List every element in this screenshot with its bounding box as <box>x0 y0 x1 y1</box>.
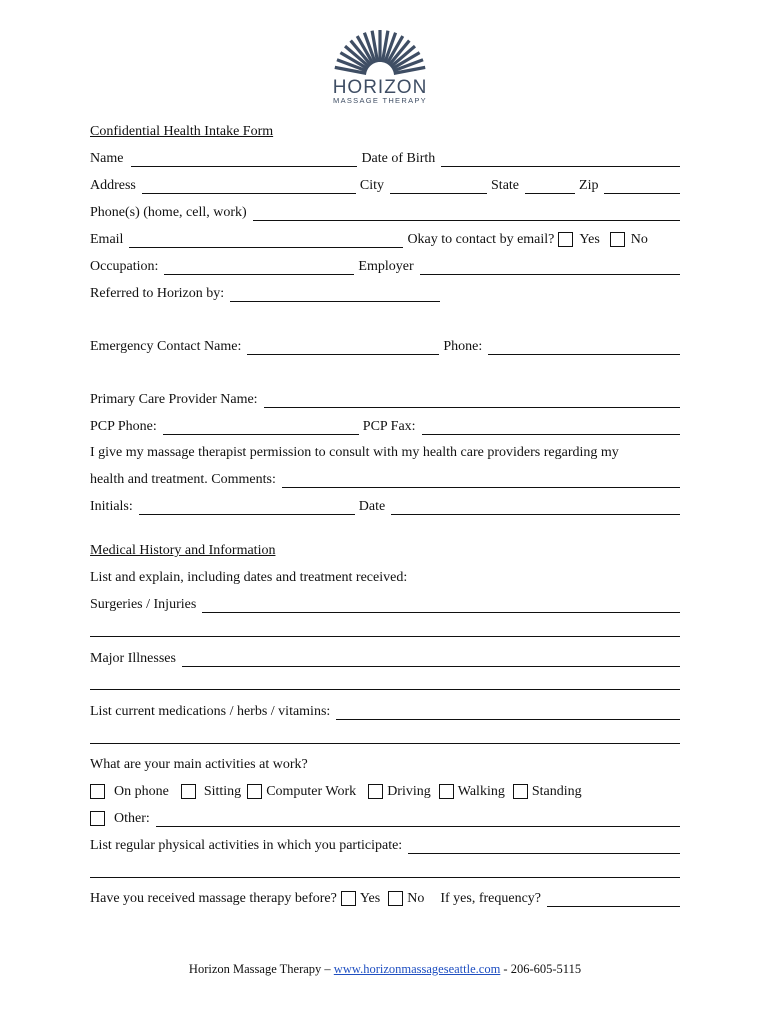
walking-checkbox[interactable] <box>439 784 454 799</box>
pcp-contact-row <box>90 415 680 435</box>
footer <box>0 962 770 977</box>
employer-label: Employer <box>358 259 414 274</box>
activities-row <box>90 780 680 800</box>
city-label: City <box>359 178 385 193</box>
emergency-phone-field[interactable] <box>488 341 680 355</box>
pcp-phone-label: PCP Phone: <box>90 419 157 434</box>
illnesses-label: Major Illnesses <box>90 651 176 666</box>
horizon-logo <box>325 28 435 104</box>
medications-field[interactable] <box>336 706 680 720</box>
massage-no-checkbox[interactable] <box>388 891 403 906</box>
email-label: Email <box>90 232 124 247</box>
on-phone-label: On phone <box>114 784 169 799</box>
name-field[interactable] <box>131 153 357 167</box>
on-phone-checkbox[interactable] <box>90 784 105 799</box>
pcp-name-field[interactable] <box>264 394 680 408</box>
other-label: Other: <box>114 811 150 826</box>
email-field[interactable] <box>129 234 403 248</box>
pcp-fax-field[interactable] <box>422 421 680 435</box>
name-label: Name <box>90 151 124 166</box>
frequency-field[interactable] <box>547 893 680 907</box>
phones-row <box>90 201 680 221</box>
medications-field-extra[interactable] <box>90 743 680 744</box>
initials-row <box>90 495 680 515</box>
activities-question: What are your main activities at work? <box>90 757 308 772</box>
sunrise-icon <box>325 28 435 80</box>
medications-row <box>90 700 680 720</box>
dob-label: Date of Birth <box>361 151 436 166</box>
surgeries-row <box>90 593 680 613</box>
illnesses-field[interactable] <box>182 653 680 667</box>
phones-label: Phone(s) (home, cell, work) <box>90 205 247 220</box>
medications-label: List current medications / herbs / vitamins: <box>90 704 331 719</box>
phones-field[interactable] <box>253 207 680 221</box>
emergency-phone-label: Phone: <box>443 339 483 354</box>
employer-field[interactable] <box>420 261 680 275</box>
medical-instructions: List and explain, including dates and treatment received: <box>90 570 408 585</box>
date-label: Date <box>358 499 386 514</box>
massage-before-label: Have you received massage therapy before? <box>90 891 337 906</box>
activities-question-row <box>90 753 680 773</box>
other-checkbox[interactable] <box>90 811 105 826</box>
standing-checkbox[interactable] <box>513 784 528 799</box>
other-row <box>90 807 680 827</box>
occupation-row <box>90 255 680 275</box>
email-yes-checkbox[interactable] <box>558 232 573 247</box>
address-label: Address <box>90 178 136 193</box>
okay-contact-label: Okay to contact by email? <box>407 232 555 247</box>
pcp-fax-label: PCP Fax: <box>362 419 416 434</box>
address-row <box>90 174 680 194</box>
illnesses-field-extra[interactable] <box>90 689 680 690</box>
email-row <box>90 228 680 248</box>
consent-row-2 <box>90 468 680 488</box>
driving-label: Driving <box>387 784 431 799</box>
pcp-name-label: Primary Care Provider Name: <box>90 392 258 407</box>
email-no-label: No <box>630 232 648 247</box>
medical-title-row <box>90 539 680 559</box>
illnesses-row <box>90 647 680 667</box>
dob-field[interactable] <box>441 153 680 167</box>
computer-work-checkbox[interactable] <box>247 784 262 799</box>
email-yes-label: Yes <box>579 232 600 247</box>
medical-title: Medical History and Information <box>90 543 276 558</box>
name-row <box>90 147 680 167</box>
initials-field[interactable] <box>139 501 355 515</box>
referred-field[interactable] <box>230 288 440 302</box>
medical-instructions-row <box>90 566 680 586</box>
city-field[interactable] <box>390 180 487 194</box>
comments-field[interactable] <box>282 474 680 488</box>
pcp-name-row <box>90 388 680 408</box>
zip-field[interactable] <box>604 180 680 194</box>
emergency-row <box>90 335 680 355</box>
sitting-checkbox[interactable] <box>181 784 196 799</box>
surgeries-field[interactable] <box>202 599 680 613</box>
consent-text-2: health and treatment. Comments: <box>90 472 276 487</box>
initials-label: Initials: <box>90 499 133 514</box>
physical-label: List regular physical activities in which you participate: <box>90 838 403 853</box>
frequency-label: If yes, frequency? <box>440 891 541 906</box>
footer-org: Horizon Massage Therapy – <box>188 962 331 976</box>
occupation-label: Occupation: <box>90 259 159 274</box>
pcp-phone-field[interactable] <box>163 421 359 435</box>
referred-label: Referred to Horizon by: <box>90 286 225 301</box>
referred-row <box>90 282 680 302</box>
state-field[interactable] <box>525 180 575 194</box>
surgeries-label: Surgeries / Injuries <box>90 597 197 612</box>
state-label: State <box>491 178 520 193</box>
form-title-row <box>90 120 680 140</box>
consent-text-1: I give my massage therapist permission to consult with my health care providers regarding my <box>90 445 619 460</box>
computer-work-label: Computer Work <box>266 784 357 799</box>
address-field[interactable] <box>142 180 356 194</box>
footer-phone: - 206-605-5115 <box>503 962 582 976</box>
form-title: Confidential Health Intake Form <box>90 124 274 139</box>
footer-website-link[interactable]: www.horizonmassageseattle.com <box>333 962 501 976</box>
physical-field[interactable] <box>408 840 680 854</box>
logo-subtitle: MASSAGE THERAPY <box>333 96 427 105</box>
sitting-label: Sitting <box>203 784 242 799</box>
logo-name: HORIZON <box>332 77 428 98</box>
emergency-name-field[interactable] <box>247 341 439 355</box>
consent-row-1 <box>90 441 680 461</box>
physical-field-extra[interactable] <box>90 877 680 878</box>
email-no-checkbox[interactable] <box>610 232 625 247</box>
driving-checkbox[interactable] <box>368 784 383 799</box>
massage-yes-checkbox[interactable] <box>341 891 356 906</box>
other-field[interactable] <box>156 813 680 827</box>
surgeries-field-extra[interactable] <box>90 636 680 637</box>
massage-yes-label: Yes <box>359 891 381 906</box>
walking-label: Walking <box>457 784 505 799</box>
emergency-name-label: Emergency Contact Name: <box>90 339 242 354</box>
standing-label: Standing <box>531 784 582 799</box>
occupation-field[interactable] <box>164 261 354 275</box>
massage-no-label: No <box>407 891 425 906</box>
massage-before-row <box>90 887 680 907</box>
zip-label: Zip <box>579 178 599 193</box>
date-field[interactable] <box>391 501 680 515</box>
physical-row <box>90 834 680 854</box>
